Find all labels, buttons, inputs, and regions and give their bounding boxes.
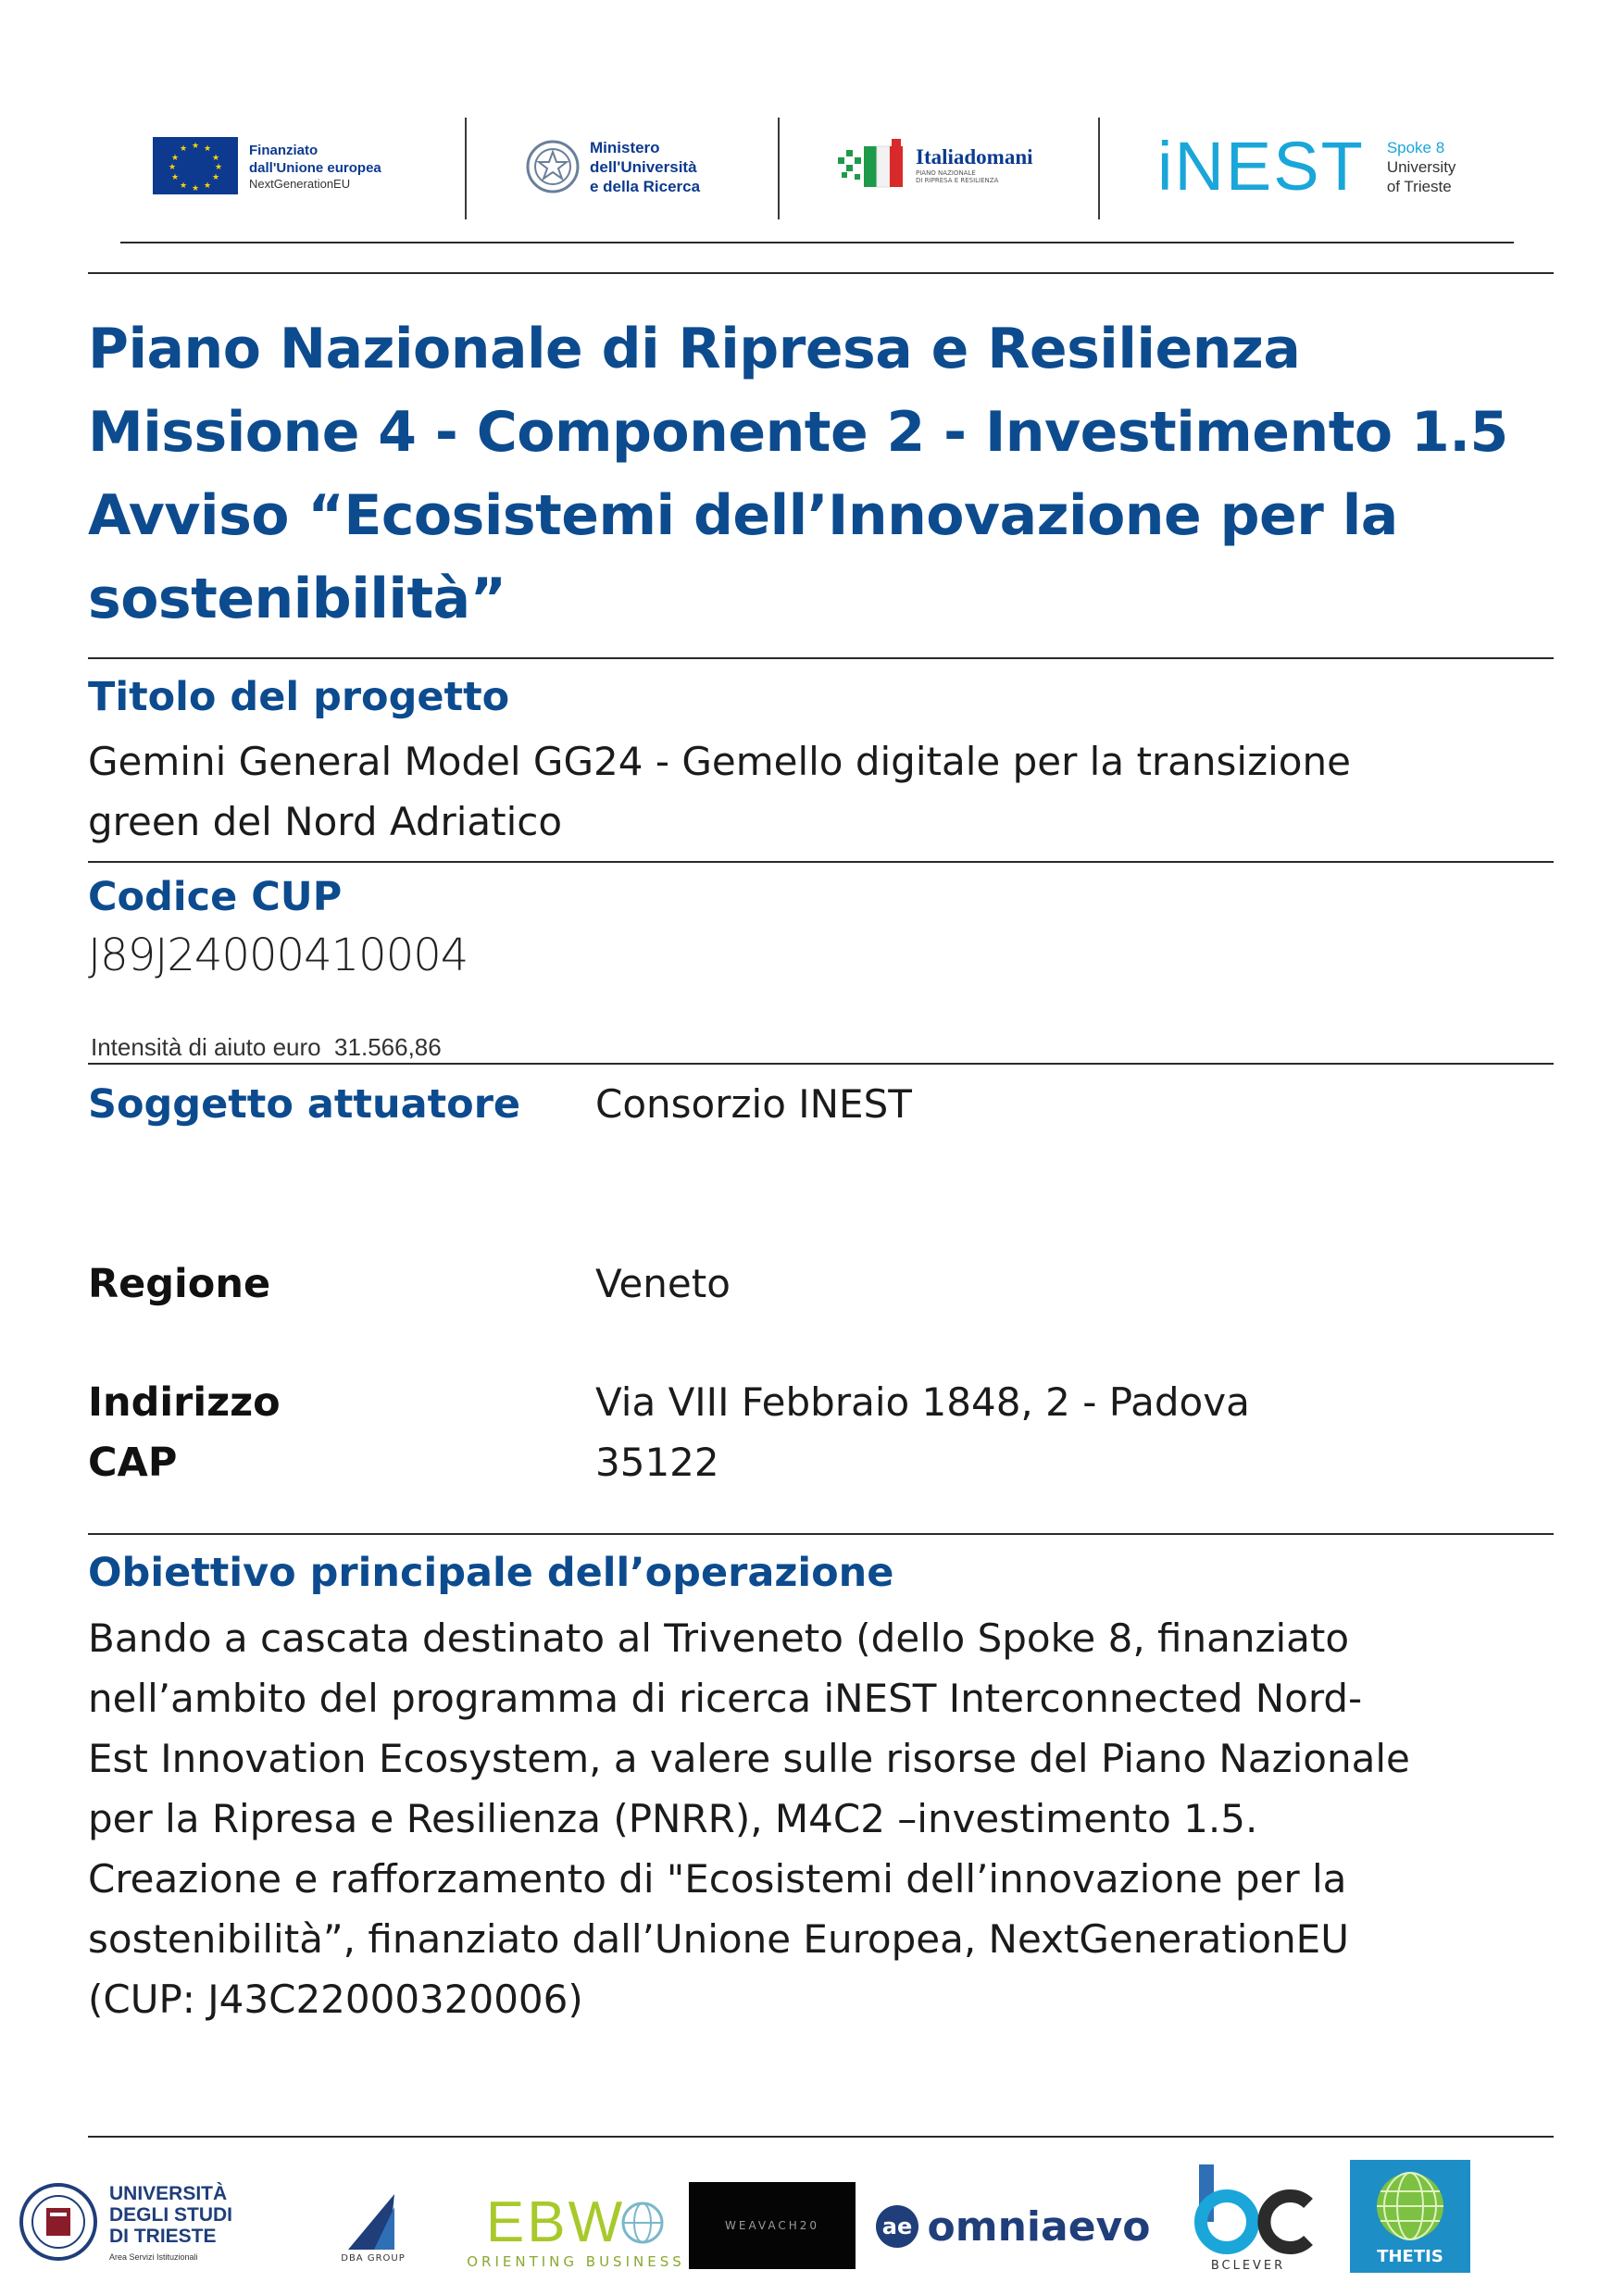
header-underline bbox=[120, 242, 1514, 243]
page-title bbox=[88, 307, 1569, 641]
thetis-logo bbox=[1350, 2160, 1470, 2273]
mur-logo bbox=[525, 135, 700, 198]
omniaevo-logo bbox=[859, 2189, 1165, 2264]
cup-value: J89J24000410004 bbox=[88, 929, 468, 981]
objective-line: Creazione e rafforzamento di "Ecosistemi dell’innovazione per la bbox=[88, 1856, 1347, 1902]
ebw-sub: ORIENTING BUSINESS bbox=[467, 2253, 685, 2270]
cap-value: 35122 bbox=[595, 1440, 719, 1485]
cap-label: CAP bbox=[88, 1440, 178, 1486]
aid-intensity: Intensità di aiuto euro 31.566,86 bbox=[91, 1033, 442, 1061]
header-divider bbox=[465, 118, 467, 219]
indirizzo-value: Via VIII Febbraio 1848, 2 - Padova bbox=[595, 1379, 1250, 1425]
objective-line: Est Innovation Ecosystem, a valere sulle risorse del Piano Nazionale bbox=[88, 1736, 1410, 1781]
header-divider bbox=[1098, 118, 1100, 219]
svg-text:ae: ae bbox=[881, 2214, 912, 2239]
title-line: sostenibilità” bbox=[88, 567, 506, 631]
italiadomani-sub1: PIANO NAZIONALE bbox=[916, 169, 976, 177]
divider bbox=[88, 272, 1554, 274]
mur-logo-line1: Ministero bbox=[590, 138, 660, 156]
dba-name: DBA GROUP bbox=[341, 2253, 406, 2264]
italiadomani-sub2: DI RIPRESA E RESILIENZA bbox=[916, 177, 999, 184]
italiadomani-mark-icon bbox=[838, 137, 912, 193]
eu-flag-icon: ★ ★ ★ ★ ★ ★ ★ ★ ★ ★ ★ ★ bbox=[153, 137, 238, 194]
units-logo bbox=[19, 2171, 269, 2273]
regione-label: Regione bbox=[88, 1261, 271, 1307]
eu-logo-line2: dall'Unione europea bbox=[249, 159, 381, 176]
university-seal-icon bbox=[19, 2182, 98, 2262]
italiadomani-name: Italiadomani bbox=[916, 145, 1033, 168]
header-divider bbox=[778, 118, 780, 219]
objective-line: (CUP: J43C22000320006) bbox=[88, 1977, 583, 2022]
omniaevo-mark-icon bbox=[874, 2203, 920, 2250]
divider bbox=[88, 1533, 1554, 1535]
ebw-name: EBW bbox=[485, 2190, 626, 2254]
title-line: Missione 4 - Componente 2 - Investimento 1.5 bbox=[88, 400, 1508, 465]
objective-line: per la Ripresa e Resilienza (PNRR), M4C2 –investimento 1.5. bbox=[88, 1796, 1258, 1841]
omniaevo-name: omniaevo bbox=[927, 2202, 1151, 2251]
weavach-name: WEAVACH20 bbox=[725, 2219, 819, 2232]
units-line2: DEGLI STUDI bbox=[109, 2203, 233, 2226]
soggetto-value: Consorzio INEST bbox=[595, 1081, 912, 1127]
indirizzo-label: Indirizzo bbox=[88, 1379, 281, 1426]
title-line: Piano Nazionale di Ripresa e Resilienza bbox=[88, 317, 1301, 381]
units-line1: UNIVERSITÀ bbox=[109, 2182, 228, 2204]
mur-logo-line2: dell'Università bbox=[590, 157, 697, 176]
eu-logo-line3: NextGenerationEU bbox=[249, 176, 351, 191]
inest-logo-line1: Spoke 8 bbox=[1386, 138, 1445, 156]
dba-mark-icon bbox=[341, 2189, 406, 2253]
divider bbox=[88, 657, 1554, 659]
units-sub: Area Servizi Istituzionali bbox=[109, 2251, 198, 2262]
thetis-globe-icon bbox=[1371, 2167, 1449, 2245]
thetis-name: THETIS bbox=[1377, 2246, 1443, 2266]
cup-heading: Codice CUP bbox=[88, 874, 343, 920]
bclever-logo bbox=[1174, 2152, 1322, 2277]
divider bbox=[88, 1063, 1554, 1065]
objective-heading: Obiettivo principale dell’operazione bbox=[88, 1550, 894, 1596]
bclever-name: BCLEVER bbox=[1210, 2259, 1286, 2273]
title-line: Avviso “Ecosistemi dell’Innovazione per la bbox=[88, 483, 1398, 548]
divider bbox=[88, 861, 1554, 863]
ebw-logo bbox=[465, 2185, 687, 2277]
divider bbox=[88, 2136, 1554, 2138]
mur-logo-line3: e della Ricerca bbox=[590, 177, 701, 195]
objective-line: Bando a cascata destinato al Triveneto (dello Spoke 8, finanziato bbox=[88, 1615, 1350, 1661]
project-title-heading: Titolo del progetto bbox=[88, 674, 510, 720]
weavach-logo bbox=[689, 2182, 856, 2269]
italiadomani-logo bbox=[838, 137, 1033, 193]
inest-logo bbox=[1157, 130, 1455, 204]
eu-logo-line1: Finanziato bbox=[249, 142, 319, 158]
inest-logo-line3: of Trieste bbox=[1386, 177, 1452, 195]
inest-logo-line2: University bbox=[1386, 157, 1456, 176]
globe-icon bbox=[619, 2200, 666, 2246]
republic-emblem-icon bbox=[525, 135, 581, 198]
bclever-mark-icon bbox=[1179, 2157, 1318, 2259]
objective-line: sostenibilità”, finanziato dall’Unione Europea, NextGenerationEU bbox=[88, 1916, 1349, 1962]
soggetto-label: Soggetto attuatore bbox=[88, 1081, 521, 1128]
eu-logo bbox=[153, 137, 381, 194]
dba-logo bbox=[331, 2177, 415, 2275]
objective-line: nell’ambito del programma di ricerca iNEST Interconnected Nord- bbox=[88, 1676, 1363, 1721]
project-title-line1: Gemini General Model GG24 - Gemello digitale per la transizione bbox=[88, 739, 1351, 784]
project-title-line2: green del Nord Adriatico bbox=[88, 799, 563, 844]
units-line3: DI TRIESTE bbox=[109, 2225, 217, 2247]
regione-value: Veneto bbox=[595, 1261, 731, 1306]
inest-logo-name: iNEST bbox=[1157, 128, 1365, 205]
